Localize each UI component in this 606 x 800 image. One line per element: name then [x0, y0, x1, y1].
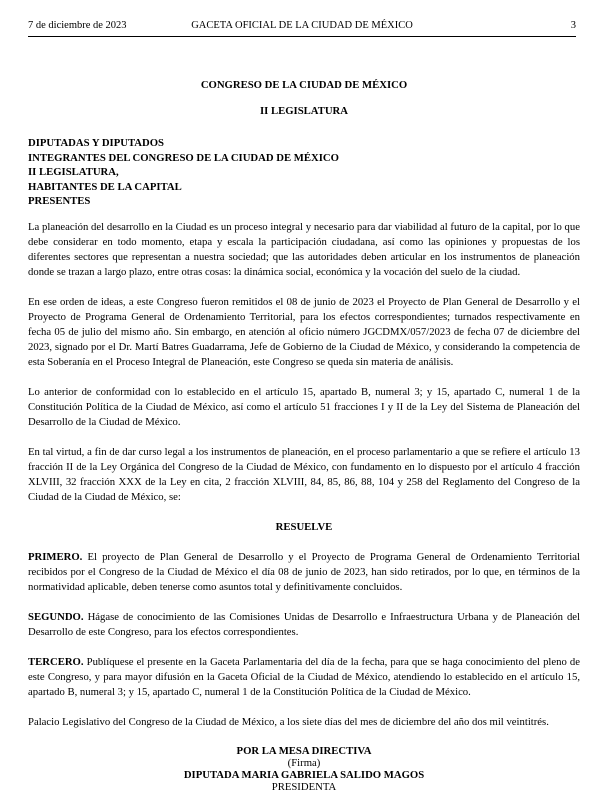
addressee-block: [28, 136, 580, 209]
paragraph-2: En ese orden de ideas, a este Congreso fueron remitidos el 08 de junio de 2023 el Proyecto de Plan General de Desarrollo y el Proyecto de Programa General de Ordenamiento Territorial, para los efectos correspondientes; turnados respectivamente en fecha 05 de julio del mismo año. Sin embargo, en atención al oficio número JGCDMX/057/2023 de fecha 07 de diciembre del 2023, signado por el Dr. Martí Batres Guadarrama, Jefe de Gobierno de la Ciudad de México, y considerando la competencia de esta Soberanía en el Proceso Integral de Planeación, este Congreso se queda sin materia de análisis.: [28, 295, 580, 368]
signature-line: PRESIDENTA: [271, 780, 337, 793]
resuelve-heading: RESUELVE: [275, 520, 333, 533]
addressee-line: HABITANTES DE LA CAPITAL: [28, 180, 182, 193]
paragraph-3: Lo anterior de conformidad con lo establecido en el artículo 15, apartado B, numeral 3; y 15, apartado C, numeral 1 de la Constitución Política de la Ciudad de México, así como el artículo 51 fracciones I y II de la Ley del Sistema de Planeación del Desarrollo de la Ciudad de México.: [28, 385, 580, 428]
header-gazette-title: GACETA OFICIAL DE LA CIUDAD DE MÉXICO: [191, 20, 413, 31]
document-title-congreso: CONGRESO DE LA CIUDAD DE MÉXICO: [200, 79, 408, 91]
addressee-line: DIPUTADAS Y DIPUTADOS: [28, 137, 164, 149]
addressee-line: II LEGISLATURA,: [28, 166, 119, 178]
signature-line: POR LA MESA DIRECTIVA: [236, 744, 372, 757]
closing-statement: Palacio Legislativo del Congreso de la Ciudad de México, a los siete días del mes de diciembre del año dos mil veintitrés.: [28, 715, 549, 728]
signature-line: DIPUTADA MARIA GABRIELA SALIDO MAGOS: [183, 768, 425, 781]
header-date: 7 de diciembre de 2023: [28, 20, 127, 31]
resolution-primero: [28, 550, 580, 595]
resolution-text: Publíquese el presente en la Gaceta Parlamentaria del día de la fecha, para que se haga conocimiento del pleno de este Congreso, y para mayor difusión en la Gaceta Oficial de la Ciudad de México, atendiendo lo establecido en el artículo 15, apartado B, numeral 3; y 15, apartado C, numeral 1 de la Constitución Política de la Ciudad de México.: [28, 655, 580, 698]
signature-block: [28, 745, 580, 793]
resolution-segundo: [28, 610, 580, 640]
addressee-line: PRESENTES: [28, 195, 91, 207]
paragraph-4: En tal virtud, a fin de dar curso legal a los instrumentos de planeación, en el proceso parlamentario a que se refiere el artículo 13 fracción II de la Ley Orgánica del Congreso de la Ciudad de México, con fundamento en lo dispuesto por el artículo 4 fracción XLVIII, 32 fracción XXX de la Ley en cita, 2 fracción XLVIII, 84, 85, 86, 88, 104 y 258 del Reglamento del Congreso de la Ciudad de la Ciudad de México, se:: [28, 445, 580, 503]
document-body: [28, 78, 580, 793]
resolution-label: TERCERO.: [28, 655, 84, 668]
resolution-text: El proyecto de Plan General de Desarrollo y el Proyecto de Programa General de Ordenamiento Territorial recibidos por el Congreso de la Ciudad de México el día 08 de junio de 2023, han sido retirados, por lo que, en términos de la normatividad aplicable, deben tenerse como asuntos total y definitivamente concluidos.: [28, 550, 580, 593]
signature-line: (Firma): [287, 756, 321, 769]
addressee-line: INTEGRANTES DEL CONGRESO DE LA CIUDAD DE MÉXICO: [28, 151, 339, 164]
paragraph-1: La planeación del desarrollo en la Ciudad es un proceso integral y necesario para dar viabilidad al futuro de la capital, por lo que debe considerar en todo momento, etapa y escala la participación ciudadana, así como las opiniones y propuestas de los diferentes sectores que representan a nuestra sociedad; que las autoridades deben articular en los instrumentos de planeación donde se trazan a largo plazo, entre otras cosas: la dinámica social, económica y la vocación del suelo de la ciudad.: [28, 220, 580, 278]
header-divider: [28, 36, 576, 37]
resolution-label: PRIMERO.: [28, 550, 83, 563]
page-header: [28, 19, 576, 35]
header-page-number: 3: [570, 20, 576, 31]
resolution-label: SEGUNDO.: [28, 610, 84, 623]
resolution-text: Hágase de conocimiento de las Comisiones Unidas de Desarrollo e Infraestructura Urbana y de Planeación del Desarrollo de este Congreso, para los efectos correspondientes.: [28, 610, 581, 638]
resolution-tercero: [28, 655, 580, 700]
document-title-legislatura: II LEGISLATURA: [260, 105, 348, 117]
